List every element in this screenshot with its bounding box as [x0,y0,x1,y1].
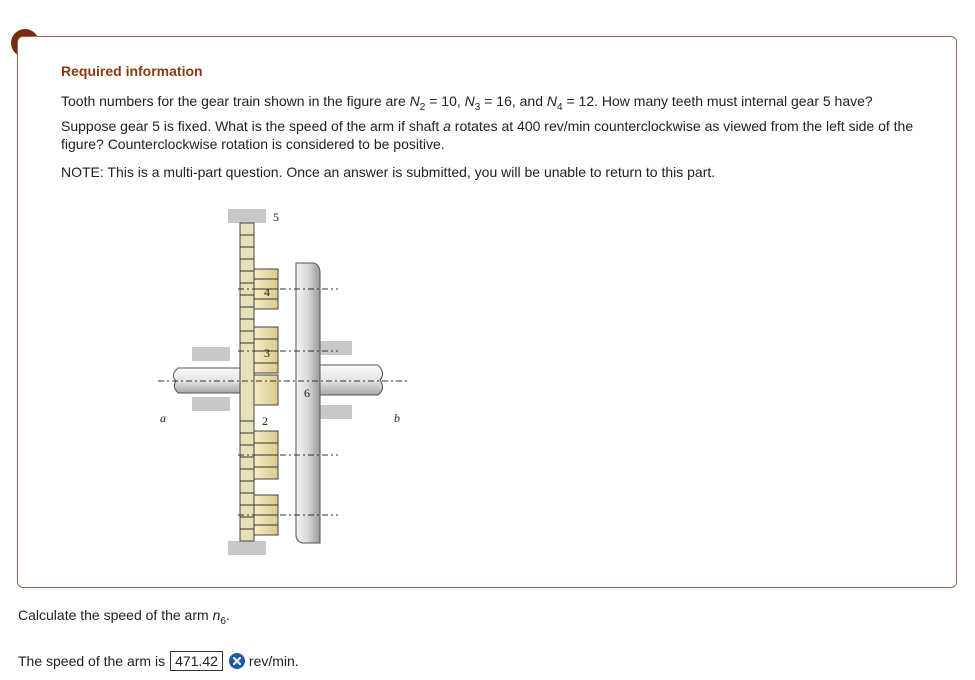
gear2 [254,375,278,405]
symbol-n2: N [409,93,420,109]
symbol-n6: n [212,607,221,623]
gear5-bottom-cap [228,541,266,555]
text-segment: rotates at 400 rev/min counterclockwise as viewed from the left side of the figure? Counterclockwise rotation is considered to be positive. [61,117,914,152]
symbol-n3-sub: 3 [474,101,481,113]
info-card [17,36,957,588]
label-shaft-a: a [160,411,166,425]
symbol-n4-sub: 4 [557,101,563,113]
label-shaft-b: b [394,411,400,425]
prompt-text: Calculate the speed of the arm [18,607,213,623]
gear-train-figure [138,205,438,565]
text-segment: = 16, and [480,93,547,109]
symbol-shaft-a: a [443,117,451,134]
bearing-left-bottom [192,397,230,411]
text-segment: = 12. How many teeth must internal gear 5 have? Suppose gear 5 is fixed. What is the speed of the arm if shaft [61,93,873,134]
info-title: Required information [61,63,203,79]
answer-row [18,651,299,671]
arm-6 [296,263,320,543]
label-gear6: 6 [304,386,310,400]
label-gear2: 2 [262,414,268,428]
bearing-left-top [192,347,230,361]
question-prompt [18,607,230,627]
info-text [61,92,921,153]
answer-unit: rev/min. [248,653,299,669]
label-gear5: 5 [273,210,279,224]
x-circle-icon [229,653,245,669]
gear5-top-cap [228,209,266,223]
symbol-n3: N [464,93,475,109]
answer-input[interactable]: 471.42 [170,651,223,671]
answer-label: The speed of the arm is [18,653,166,669]
symbol-n6-sub: 6 [220,615,226,627]
label-gear4: 4 [264,285,270,299]
label-gear3: 3 [264,346,270,360]
text-segment: Tooth numbers for the gear train shown in the figure are [61,93,410,109]
symbol-n2-sub: 2 [419,101,426,113]
prompt-end: . [225,607,230,623]
symbol-n4: N [546,93,558,109]
text-segment: = 10, [425,93,465,109]
info-note: NOTE: This is a multi-part question. Once an answer is submitted, you will be unable to return to this part. [61,164,716,180]
